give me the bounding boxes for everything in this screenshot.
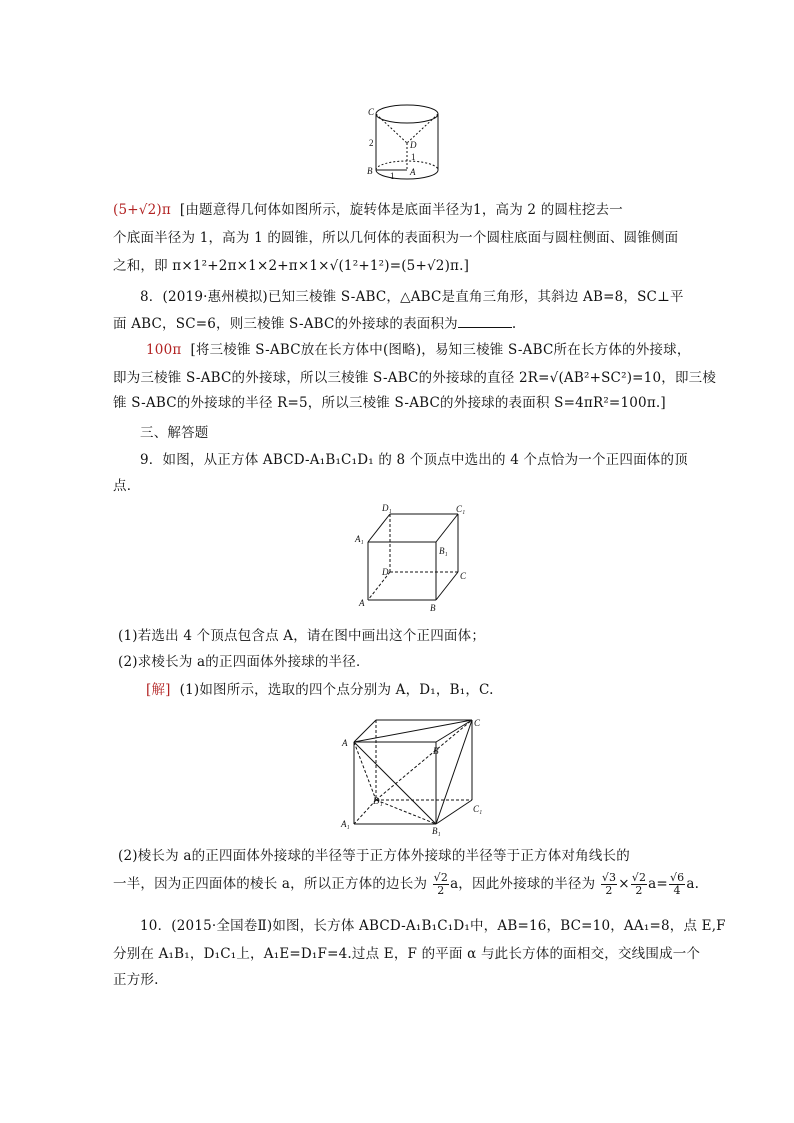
q8-line2-end: .	[511, 316, 517, 332]
cube-label-d1: D₁	[382, 503, 392, 513]
frac-num: √2	[631, 871, 647, 884]
q10-line2: 分别在 A₁B₁，D₁C₁上，A₁E=D₁F=4.过点 E，F 的平面 α 与此长方体的面相交，交线围成一个	[113, 946, 701, 962]
section-heading: 三、解答题	[140, 425, 209, 441]
frac-num: √2	[433, 871, 449, 884]
q7-solution-line2: 个底面半径为 1，高为 1 的圆锥，所以几何体的表面积为一个圆柱底面与圆柱侧面、圆锥侧面	[113, 230, 679, 246]
q8-line2	[113, 313, 516, 334]
q9-line2: 点．	[113, 478, 141, 494]
q7-solution-line3: 之和，即 π×1²+2π×1×2+π×1×√(1²+1²)=(5+√2)π.]	[113, 258, 470, 274]
q8-answer: 100π	[146, 342, 182, 358]
label-cone-height-1: 1	[411, 152, 416, 162]
q9-solution2-line1: (2)棱长为 a的正四面体外接球的半径等于正方体外接球的半径等于正方体对角线长的	[118, 848, 630, 864]
times-sign: ×	[618, 876, 630, 892]
cube-label-a1: A₁	[355, 534, 364, 544]
q9-solution2-text-d: a=	[648, 876, 668, 892]
cube-label-c: C	[460, 571, 467, 581]
tet-label-b1: B₁	[432, 826, 441, 836]
cube-label-b1: B₁	[439, 546, 448, 556]
q9-solution2-text-a: 一半，因为正四面体的棱长 a，所以正方体的边长为	[113, 876, 428, 892]
frac-den: 2	[437, 884, 445, 897]
frac-den: 2	[635, 884, 643, 897]
q8-solution-line1	[146, 340, 691, 360]
fraction-sqrt2-over-2	[433, 872, 449, 897]
q9-solution2-text-e: a.	[686, 876, 700, 892]
tet-label-b: B	[433, 746, 439, 756]
q10-line3: 正方形.	[113, 972, 159, 988]
q9-solution2-line2	[113, 868, 699, 900]
tet-label-a1: A₁	[341, 819, 350, 829]
label-radius-1: 1	[390, 171, 395, 181]
q8-line2-text: 面 ABC，SC=6，则三棱锥 S-ABC的外接球的表面积为	[113, 316, 458, 332]
cube-figure	[350, 502, 475, 614]
q9-solution2-text-b: a，因此外接球的半径为	[450, 876, 596, 892]
q9-part1: (1)若选出 4 个顶点包含点 A，请在图中画出这个正四面体；	[118, 628, 486, 644]
label-a: A	[410, 167, 416, 177]
frac-num: √3	[601, 871, 617, 884]
tet-label-d1: D₁	[373, 796, 383, 806]
q8-line1: 8．(2019·惠州模拟)已知三棱锥 S-ABC，△ABC是直角三角形，其斜边 AB=8，SC⊥平	[140, 289, 684, 305]
q7-solution-line1	[113, 200, 623, 220]
label-b: B	[367, 166, 373, 176]
fraction-sqrt3-over-2	[601, 872, 617, 897]
cylinder-cone-figure	[366, 100, 448, 182]
label-c: C	[368, 107, 375, 117]
tet-label-c: C	[474, 718, 481, 728]
q9-line1: 9．如图，从正方体 ABCD-A₁B₁C₁D₁ 的 8 个顶点中选出的 4 个点恰为一个正四面体的顶	[140, 452, 688, 468]
frac-num: √6	[669, 871, 685, 884]
q10-line1: 10．(2015·全国卷Ⅱ)如图，长方体 ABCD-A₁B₁C₁D₁中，AB=16，BC=10，AA₁=8，点 E,F	[140, 918, 726, 934]
q8-solution-line2: 即为三棱锥 S-ABC的外接球，所以三棱锥 S-ABC的外接球的直径 2R=√(AB²+SC²)=10，即三棱	[113, 370, 717, 386]
fraction-sqrt2-over-2-b	[631, 872, 647, 897]
label-d: D	[410, 140, 417, 150]
label-height-2: 2	[369, 138, 374, 148]
frac-den: 2	[605, 884, 613, 897]
q9-solution1	[146, 680, 494, 700]
frac-den: 4	[673, 884, 681, 897]
answer-blank	[458, 313, 512, 328]
cube-label-d: D	[382, 567, 389, 577]
fraction-sqrt6-over-4	[669, 872, 685, 897]
q7-answer: (5+√2)π	[113, 202, 171, 218]
tet-label-c1: C₁	[473, 804, 483, 814]
cube-label-b: B	[430, 603, 436, 613]
tetrahedron-in-cube-figure	[338, 714, 488, 836]
solution-tag: [解]	[146, 682, 171, 698]
cube-label-c1: C₁	[456, 504, 466, 514]
q8-solution-text1: [将三棱锥 S-ABC放在长方体中(图略)，易知三棱锥 S-ABC所在长方体的外接球，	[190, 342, 691, 358]
q8-solution-line3: 锥 S-ABC的外接球的半径 R=5，所以三棱锥 S-ABC的外接球的表面积 S=4πR²=100π.]	[113, 395, 666, 411]
q9-part2: (2)求棱长为 a的正四面体外接球的半径．	[118, 654, 370, 670]
tet-label-a: A	[342, 738, 348, 748]
cube-label-a: A	[359, 598, 365, 608]
q7-solution-text1: [由题意得几何体如图所示，旋转体是底面半径为1，高为 2 的圆柱挖去一	[179, 202, 623, 218]
q9-solution1-text: (1)如图所示，选取的四个点分别为 A，D₁，B₁，C.	[179, 682, 494, 698]
